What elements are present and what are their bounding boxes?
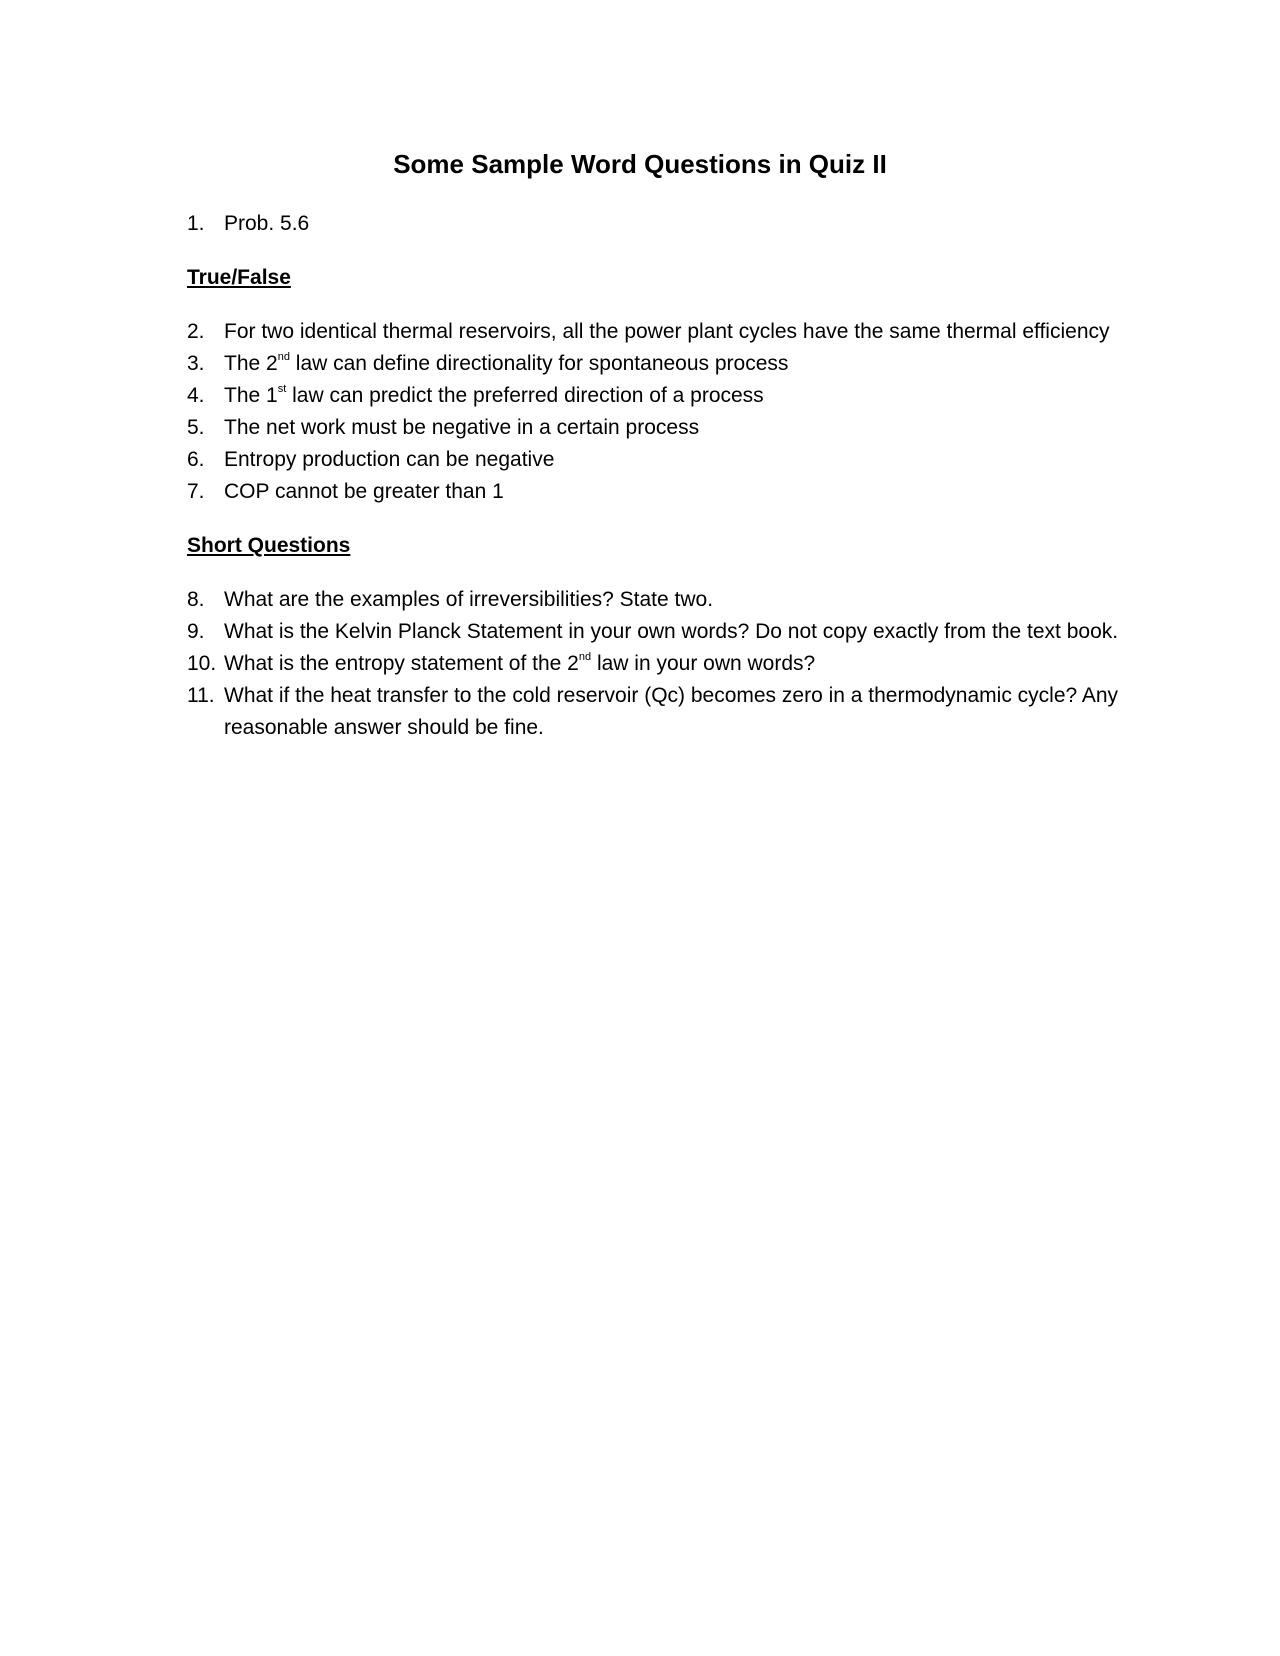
item-text <box>224 648 1147 680</box>
item-text: What are the examples of irreversibilities? State two. <box>224 588 714 611</box>
item-number: 10. <box>187 652 217 675</box>
item-text: What if the heat transfer to the cold reservoir (Qc) becomes zero in a thermodynamic cycle? Any reasonable answer should be fine. <box>224 684 1119 739</box>
list-item <box>187 648 1147 680</box>
item-text: For two identical thermal reservoirs, all the power plant cycles have the same thermal efficiency <box>224 320 1110 343</box>
item-number: 2. <box>187 320 205 343</box>
ordinal-suffix: st <box>277 383 287 395</box>
list-item <box>187 380 1147 412</box>
list-item <box>187 616 1147 648</box>
list-item <box>187 348 1147 380</box>
list-item <box>187 412 1147 444</box>
item-text: Prob. 5.6 <box>224 212 310 235</box>
section-heading-short-questions: Short Questions <box>187 534 351 557</box>
item-text-pre: The 1 <box>224 384 278 407</box>
item-text: COP cannot be greater than 1 <box>224 480 504 503</box>
item-number: 8. <box>187 588 205 611</box>
list-item <box>187 444 1147 476</box>
item-text-pre: What is the entropy statement of the 2 <box>224 652 579 675</box>
section-heading-true-false: True/False <box>187 266 291 289</box>
document-body <box>187 208 1147 744</box>
item-text: Entropy production can be negative <box>224 448 555 471</box>
item-text-post: law in your own words? <box>591 652 816 675</box>
item-text-post: law can define directionality for spontaneous process <box>289 352 789 375</box>
item-text <box>224 348 1147 380</box>
item-number: 3. <box>187 352 205 375</box>
item-number: 6. <box>187 448 205 471</box>
item-text <box>224 380 1147 412</box>
item-text: What is the Kelvin Planck Statement in your own words? Do not copy exactly from the text book. <box>224 620 1119 643</box>
list-item <box>187 584 1147 616</box>
list-item <box>187 680 1147 744</box>
item-text-post: law can predict the preferred direction of a process <box>286 384 764 407</box>
list-item <box>187 316 1147 348</box>
ordinal-suffix: nd <box>277 351 290 363</box>
item-number: 7. <box>187 480 205 503</box>
item-number: 4. <box>187 384 205 407</box>
item-text-pre: The 2 <box>224 352 278 375</box>
item-number: 11. <box>187 684 215 707</box>
item-number: 9. <box>187 620 205 643</box>
list-item <box>187 476 1147 508</box>
ordinal-suffix: nd <box>578 651 592 663</box>
list-item <box>187 208 1147 240</box>
item-number: 5. <box>187 416 205 439</box>
page-title: Some Sample Word Questions in Quiz II <box>393 149 887 179</box>
item-text: The net work must be negative in a certain process <box>224 416 700 439</box>
item-number: 1. <box>187 212 205 235</box>
